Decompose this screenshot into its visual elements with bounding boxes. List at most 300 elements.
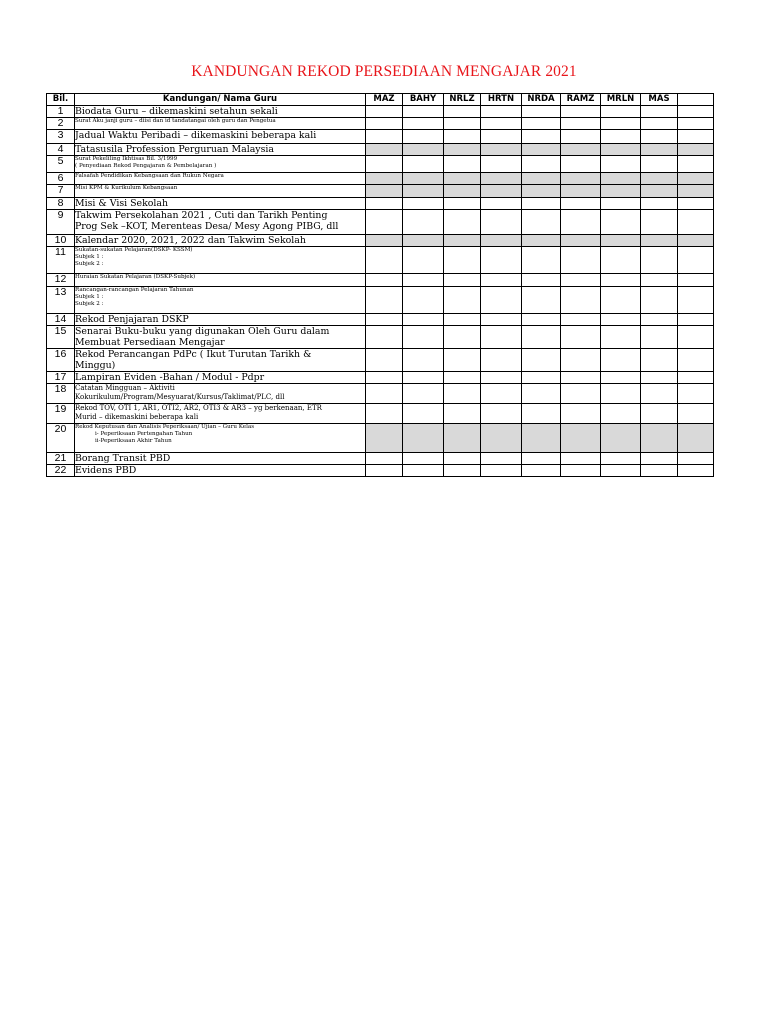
teacher-check-cell[interactable] — [366, 247, 403, 274]
teacher-check-cell[interactable] — [522, 235, 561, 247]
teacher-check-cell[interactable] — [641, 130, 678, 144]
row-description — [75, 118, 366, 130]
row-number: 12 — [47, 274, 75, 287]
teacher-check-cell[interactable] — [641, 247, 678, 274]
teacher-check-cell[interactable] — [366, 144, 403, 156]
table-row — [47, 106, 714, 118]
row-number: 7 — [47, 185, 75, 198]
teacher-check-cell[interactable] — [403, 198, 444, 210]
description-line: Misi KPM & Kurikulum Kebangsaan — [75, 185, 178, 191]
row-number: 5 — [47, 156, 75, 173]
teacher-check-cell[interactable] — [561, 384, 601, 404]
teacher-check-cell[interactable] — [403, 349, 444, 372]
row-description — [75, 235, 366, 247]
row-description — [75, 453, 366, 465]
row-description — [75, 314, 366, 326]
teacher-check-cell[interactable] — [444, 453, 481, 465]
description-line: Senarai Buku-buku yang digunakan Oleh Guru dalam — [75, 326, 330, 337]
teacher-check-cell[interactable] — [601, 384, 641, 404]
row-number: 19 — [47, 404, 75, 424]
teacher-check-cell[interactable] — [403, 235, 444, 247]
header-teacher: MRLN — [601, 94, 641, 106]
teacher-check-cell[interactable] — [366, 424, 403, 453]
teacher-check-cell[interactable] — [561, 198, 601, 210]
teacher-check-cell[interactable] — [522, 173, 561, 185]
table-row — [47, 372, 714, 384]
teacher-check-cell[interactable] — [678, 314, 714, 326]
teacher-check-cell[interactable] — [561, 349, 601, 372]
row-description — [75, 349, 366, 372]
teacher-check-cell[interactable] — [403, 424, 444, 453]
teacher-check-cell[interactable] — [678, 173, 714, 185]
description-line: Subjek 1 : — [75, 254, 104, 260]
teacher-check-cell[interactable] — [522, 274, 561, 287]
header-teacher: RAMZ — [561, 94, 601, 106]
teacher-check-cell[interactable] — [522, 424, 561, 453]
table-row — [47, 424, 714, 453]
description-line: Huraian Sukatan Pelajaran (DSKP-Subjek) — [75, 274, 196, 280]
teacher-check-cell[interactable] — [641, 235, 678, 247]
description-line: Jadual Waktu Peribadi – dikemaskini beberapa kali — [75, 130, 317, 141]
teacher-check-cell[interactable] — [601, 173, 641, 185]
teacher-check-cell[interactable] — [481, 156, 522, 173]
description-line: Subjek 2 : — [75, 261, 104, 267]
table-row — [47, 173, 714, 185]
teacher-check-cell[interactable] — [481, 106, 522, 118]
teacher-check-cell[interactable] — [481, 314, 522, 326]
table-row — [47, 156, 714, 173]
teacher-check-cell[interactable] — [366, 156, 403, 173]
teacher-check-cell[interactable] — [522, 247, 561, 274]
teacher-check-cell[interactable] — [601, 424, 641, 453]
description-line: Murid – dikemaskini beberapa kali — [75, 413, 199, 421]
teacher-check-cell[interactable] — [601, 235, 641, 247]
row-number: 9 — [47, 210, 75, 235]
teacher-check-cell[interactable] — [678, 274, 714, 287]
teacher-check-cell[interactable] — [522, 372, 561, 384]
header-kandungan: Kandungan/ Nama Guru — [75, 94, 366, 106]
description-line: i- Peperiksaan Pertengahan Tahun — [95, 431, 193, 437]
teacher-check-cell[interactable] — [403, 173, 444, 185]
row-description — [75, 404, 366, 424]
table-row — [47, 144, 714, 156]
teacher-check-cell[interactable] — [444, 404, 481, 424]
row-number: 10 — [47, 235, 75, 247]
teacher-check-cell[interactable] — [403, 106, 444, 118]
teacher-check-cell[interactable] — [444, 144, 481, 156]
header-teacher — [678, 94, 714, 106]
teacher-check-cell[interactable] — [678, 404, 714, 424]
teacher-check-cell[interactable] — [366, 118, 403, 130]
teacher-check-cell[interactable] — [561, 372, 601, 384]
row-description — [75, 185, 366, 198]
row-number: 18 — [47, 384, 75, 404]
teacher-check-cell[interactable] — [522, 453, 561, 465]
teacher-check-cell[interactable] — [678, 453, 714, 465]
description-line: Biodata Guru – dikemaskini setahun sekali — [75, 106, 278, 117]
teacher-check-cell[interactable] — [444, 198, 481, 210]
teacher-check-cell[interactable] — [678, 372, 714, 384]
teacher-check-cell[interactable] — [641, 106, 678, 118]
row-description — [75, 287, 366, 314]
teacher-check-cell[interactable] — [481, 274, 522, 287]
teacher-check-cell[interactable] — [403, 465, 444, 477]
teacher-check-cell[interactable] — [678, 210, 714, 235]
teacher-check-cell[interactable] — [366, 274, 403, 287]
teacher-check-cell[interactable] — [601, 198, 641, 210]
teacher-check-cell[interactable] — [403, 372, 444, 384]
teacher-check-cell[interactable] — [561, 465, 601, 477]
description-line: ( Penyediaan Rekod Pengajaran & Pembelajaran ) — [75, 163, 217, 169]
teacher-check-cell[interactable] — [444, 287, 481, 314]
teacher-check-cell[interactable] — [522, 465, 561, 477]
row-description — [75, 156, 366, 173]
description-line: Takwim Persekolahan 2021 , Cuti dan Tarikh Penting — [75, 210, 328, 221]
teacher-check-cell[interactable] — [481, 185, 522, 198]
row-description — [75, 247, 366, 274]
teacher-check-cell[interactable] — [444, 424, 481, 453]
teacher-check-cell[interactable] — [561, 247, 601, 274]
teacher-check-cell[interactable] — [601, 156, 641, 173]
teacher-check-cell[interactable] — [403, 156, 444, 173]
teacher-check-cell[interactable] — [366, 173, 403, 185]
teacher-check-cell[interactable] — [641, 185, 678, 198]
teacher-check-cell[interactable] — [561, 106, 601, 118]
teacher-check-cell[interactable] — [522, 349, 561, 372]
teacher-check-cell[interactable] — [481, 404, 522, 424]
teacher-check-cell[interactable] — [601, 106, 641, 118]
table-row — [47, 118, 714, 130]
row-number: 17 — [47, 372, 75, 384]
teacher-check-cell[interactable] — [678, 118, 714, 130]
teacher-check-cell[interactable] — [678, 130, 714, 144]
row-number: 21 — [47, 453, 75, 465]
teacher-check-cell[interactable] — [481, 326, 522, 349]
teacher-check-cell[interactable] — [641, 349, 678, 372]
teacher-check-cell[interactable] — [601, 326, 641, 349]
teacher-check-cell[interactable] — [678, 235, 714, 247]
row-number: 4 — [47, 144, 75, 156]
teacher-check-cell[interactable] — [678, 326, 714, 349]
teacher-check-cell[interactable] — [366, 210, 403, 235]
teacher-check-cell[interactable] — [678, 198, 714, 210]
teacher-check-cell[interactable] — [444, 349, 481, 372]
description-line: Falsafah Pendidikan Kebangsaan dan Rukun Negara — [75, 173, 224, 179]
teacher-check-cell[interactable] — [444, 314, 481, 326]
teacher-check-cell[interactable] — [444, 118, 481, 130]
table-row — [47, 465, 714, 477]
description-line: Prog Sek –KOT, Merenteas Desa/ Mesy Agong PIBG, dll — [75, 221, 339, 232]
teacher-check-cell[interactable] — [641, 118, 678, 130]
table-row — [47, 314, 714, 326]
row-number: 13 — [47, 287, 75, 314]
teacher-check-cell[interactable] — [522, 106, 561, 118]
teacher-check-cell[interactable] — [522, 198, 561, 210]
table-row — [47, 247, 714, 274]
teacher-check-cell[interactable] — [522, 118, 561, 130]
teacher-check-cell[interactable] — [403, 210, 444, 235]
teacher-check-cell[interactable] — [641, 424, 678, 453]
teacher-check-cell[interactable] — [481, 130, 522, 144]
teacher-check-cell[interactable] — [366, 198, 403, 210]
teacher-check-cell[interactable] — [601, 130, 641, 144]
teacher-check-cell[interactable] — [641, 326, 678, 349]
description-line: Kalendar 2020, 2021, 2022 dan Takwim Sekolah — [75, 235, 306, 246]
teacher-check-cell[interactable] — [444, 274, 481, 287]
document-title: KANDUNGAN REKOD PERSEDIAAN MENGAJAR 2021 — [191, 63, 577, 80]
teacher-check-cell[interactable] — [678, 144, 714, 156]
teacher-check-cell[interactable] — [444, 247, 481, 274]
teacher-check-cell[interactable] — [366, 326, 403, 349]
description-line: Membuat Persediaan Mengajar — [75, 337, 225, 348]
teacher-check-cell[interactable] — [601, 287, 641, 314]
teacher-check-cell[interactable] — [444, 185, 481, 198]
teacher-check-cell[interactable] — [444, 130, 481, 144]
teacher-check-cell[interactable] — [522, 156, 561, 173]
teacher-check-cell[interactable] — [522, 287, 561, 314]
table-row — [47, 274, 714, 287]
teacher-check-cell[interactable] — [366, 235, 403, 247]
teacher-check-cell[interactable] — [481, 198, 522, 210]
header-bil: Bil. — [47, 94, 75, 106]
teacher-check-cell[interactable] — [641, 372, 678, 384]
teacher-check-cell[interactable] — [601, 247, 641, 274]
description-line: Sukatan-sukatan Pelajaran(DSKP- KSSM) — [75, 247, 193, 253]
teacher-check-cell[interactable] — [481, 465, 522, 477]
teacher-check-cell[interactable] — [444, 156, 481, 173]
teacher-check-cell[interactable] — [561, 274, 601, 287]
teacher-check-cell[interactable] — [561, 210, 601, 235]
teacher-check-cell[interactable] — [561, 326, 601, 349]
teacher-check-cell[interactable] — [481, 118, 522, 130]
description-line: Subjek 1 : — [75, 294, 104, 300]
teacher-check-cell[interactable] — [522, 384, 561, 404]
header-teacher: BAHY — [403, 94, 444, 106]
teacher-check-cell[interactable] — [678, 185, 714, 198]
teacher-check-cell[interactable] — [678, 156, 714, 173]
teacher-check-cell[interactable] — [444, 465, 481, 477]
teacher-check-cell[interactable] — [601, 144, 641, 156]
row-description — [75, 144, 366, 156]
header-teacher: NRLZ — [444, 94, 481, 106]
teacher-check-cell[interactable] — [678, 424, 714, 453]
teacher-check-cell[interactable] — [641, 453, 678, 465]
teacher-check-cell[interactable] — [561, 144, 601, 156]
teacher-check-cell[interactable] — [444, 210, 481, 235]
teacher-check-cell[interactable] — [641, 210, 678, 235]
teacher-check-cell[interactable] — [561, 173, 601, 185]
teacher-check-cell[interactable] — [444, 326, 481, 349]
teacher-check-cell[interactable] — [522, 130, 561, 144]
teacher-check-cell[interactable] — [481, 173, 522, 185]
teacher-check-cell[interactable] — [641, 404, 678, 424]
teacher-check-cell[interactable] — [641, 287, 678, 314]
teacher-check-cell[interactable] — [522, 210, 561, 235]
teacher-check-cell[interactable] — [366, 287, 403, 314]
teacher-check-cell[interactable] — [678, 106, 714, 118]
table-row — [47, 384, 714, 404]
teacher-check-cell[interactable] — [366, 384, 403, 404]
teacher-check-cell[interactable] — [601, 118, 641, 130]
row-description — [75, 424, 366, 453]
teacher-check-cell[interactable] — [481, 287, 522, 314]
teacher-check-cell[interactable] — [366, 314, 403, 326]
row-number: 8 — [47, 198, 75, 210]
header-teacher: MAS — [641, 94, 678, 106]
teacher-check-cell[interactable] — [403, 314, 444, 326]
description-line: Rekod Perancangan PdPc ( Ikut Turutan Tarikh & — [75, 349, 312, 360]
row-description — [75, 130, 366, 144]
description-line: Catatan Mingguan – Aktiviti — [75, 384, 175, 392]
row-description — [75, 173, 366, 185]
teacher-check-cell[interactable] — [601, 314, 641, 326]
teacher-check-cell[interactable] — [561, 130, 601, 144]
row-description — [75, 210, 366, 235]
teacher-check-cell[interactable] — [641, 144, 678, 156]
teacher-check-cell[interactable] — [366, 185, 403, 198]
teacher-check-cell[interactable] — [366, 106, 403, 118]
teacher-check-cell[interactable] — [481, 210, 522, 235]
teacher-check-cell[interactable] — [561, 287, 601, 314]
teacher-check-cell[interactable] — [561, 314, 601, 326]
teacher-check-cell[interactable] — [561, 235, 601, 247]
header-row — [47, 94, 714, 106]
teacher-check-cell[interactable] — [641, 173, 678, 185]
description-line: Subjek 2 : — [75, 301, 104, 307]
table-row — [47, 185, 714, 198]
teacher-check-cell[interactable] — [403, 247, 444, 274]
table-row — [47, 404, 714, 424]
row-number: 22 — [47, 465, 75, 477]
teacher-check-cell[interactable] — [641, 156, 678, 173]
teacher-check-cell[interactable] — [366, 349, 403, 372]
row-number: 1 — [47, 106, 75, 118]
row-description — [75, 326, 366, 349]
teacher-check-cell[interactable] — [366, 130, 403, 144]
teacher-check-cell[interactable] — [522, 314, 561, 326]
teacher-check-cell[interactable] — [522, 404, 561, 424]
description-line: Kokurikulum/Program/Mesyuarat/Kursus/Taklimat/PLC, dll — [75, 393, 285, 401]
teacher-check-cell[interactable] — [641, 384, 678, 404]
teacher-check-cell[interactable] — [641, 465, 678, 477]
teacher-check-cell[interactable] — [403, 287, 444, 314]
teacher-check-cell[interactable] — [403, 453, 444, 465]
row-description — [75, 198, 366, 210]
description-line: Tatasusila Profession Perguruan Malaysia — [75, 144, 274, 155]
header-teacher: MAZ — [366, 94, 403, 106]
teacher-check-cell[interactable] — [561, 118, 601, 130]
teacher-check-cell[interactable] — [403, 144, 444, 156]
teacher-check-cell[interactable] — [444, 384, 481, 404]
teacher-check-cell[interactable] — [522, 144, 561, 156]
teacher-check-cell[interactable] — [522, 326, 561, 349]
description-line: Minggu) — [75, 360, 116, 371]
header-teacher: HRTN — [481, 94, 522, 106]
teacher-check-cell[interactable] — [403, 326, 444, 349]
teacher-check-cell[interactable] — [444, 106, 481, 118]
table-row — [47, 198, 714, 210]
teacher-check-cell[interactable] — [641, 198, 678, 210]
teacher-check-cell[interactable] — [403, 274, 444, 287]
teacher-check-cell[interactable] — [601, 453, 641, 465]
table-row — [47, 235, 714, 247]
teacher-check-cell[interactable] — [678, 349, 714, 372]
teacher-check-cell[interactable] — [481, 424, 522, 453]
teacher-check-cell[interactable] — [403, 185, 444, 198]
teacher-check-cell[interactable] — [444, 372, 481, 384]
teacher-check-cell[interactable] — [641, 274, 678, 287]
table-row — [47, 210, 714, 235]
teacher-check-cell[interactable] — [366, 465, 403, 477]
teacher-check-cell[interactable] — [366, 372, 403, 384]
teacher-check-cell[interactable] — [522, 185, 561, 198]
description-line: Borang Transit PBD — [75, 453, 171, 464]
description-line: Rekod Keputusan dan Analisis Peperiksaan/ Ujian – Guru Kelas — [75, 424, 255, 430]
row-number: 14 — [47, 314, 75, 326]
teacher-check-cell[interactable] — [678, 287, 714, 314]
row-description — [75, 465, 366, 477]
teacher-check-cell[interactable] — [481, 384, 522, 404]
teacher-check-cell[interactable] — [678, 465, 714, 477]
description-line: Rekod TOV, OTI 1, AR1, OTI2, AR2, OTI3 & AR3 – yg berkenaan, ETR — [75, 404, 322, 412]
teacher-check-cell[interactable] — [444, 235, 481, 247]
teacher-check-cell[interactable] — [481, 453, 522, 465]
header-teacher: NRDA — [522, 94, 561, 106]
description-line: ii-Peperiksaan Akhir Tahun — [95, 438, 172, 444]
description-line: Evidens PBD — [75, 465, 137, 476]
description-line: Rancangan-rancangan Pelajaran Tahunan — [75, 287, 194, 293]
teacher-check-cell[interactable] — [601, 185, 641, 198]
teacher-check-cell[interactable] — [601, 465, 641, 477]
table-row — [47, 349, 714, 372]
teacher-check-cell[interactable] — [561, 404, 601, 424]
row-description — [75, 106, 366, 118]
teacher-check-cell[interactable] — [601, 274, 641, 287]
teacher-check-cell[interactable] — [561, 156, 601, 173]
teacher-check-cell[interactable] — [641, 314, 678, 326]
description-line: Rekod Penjajaran DSKP — [75, 314, 189, 325]
teacher-check-cell[interactable] — [366, 404, 403, 424]
teacher-check-cell[interactable] — [481, 372, 522, 384]
teacher-check-cell[interactable] — [601, 372, 641, 384]
teacher-check-cell[interactable] — [561, 185, 601, 198]
teacher-check-cell[interactable] — [678, 384, 714, 404]
teacher-check-cell[interactable] — [561, 453, 601, 465]
teacher-check-cell[interactable] — [481, 349, 522, 372]
teacher-check-cell[interactable] — [601, 404, 641, 424]
description-line: Surat Pekeliling Ikhtisas Bil. 3/1999 — [75, 156, 178, 162]
table-row — [47, 130, 714, 144]
teacher-check-cell[interactable] — [561, 424, 601, 453]
teacher-check-cell[interactable] — [678, 247, 714, 274]
teacher-check-cell[interactable] — [403, 118, 444, 130]
teacher-check-cell[interactable] — [601, 210, 641, 235]
teacher-check-cell[interactable] — [601, 349, 641, 372]
teacher-check-cell[interactable] — [403, 384, 444, 404]
table-row — [47, 453, 714, 465]
description-line: Lampiran Eviden -Bahan / Modul - Pdpr — [75, 372, 265, 383]
teacher-check-cell[interactable] — [481, 144, 522, 156]
teacher-check-cell[interactable] — [481, 247, 522, 274]
teacher-check-cell[interactable] — [403, 130, 444, 144]
teacher-check-cell[interactable] — [403, 404, 444, 424]
row-number: 6 — [47, 173, 75, 185]
teacher-check-cell[interactable] — [481, 235, 522, 247]
table-row — [47, 326, 714, 349]
description-line: Misi & Visi Sekolah — [75, 198, 169, 209]
teacher-check-cell[interactable] — [444, 173, 481, 185]
teacher-check-cell[interactable] — [366, 453, 403, 465]
